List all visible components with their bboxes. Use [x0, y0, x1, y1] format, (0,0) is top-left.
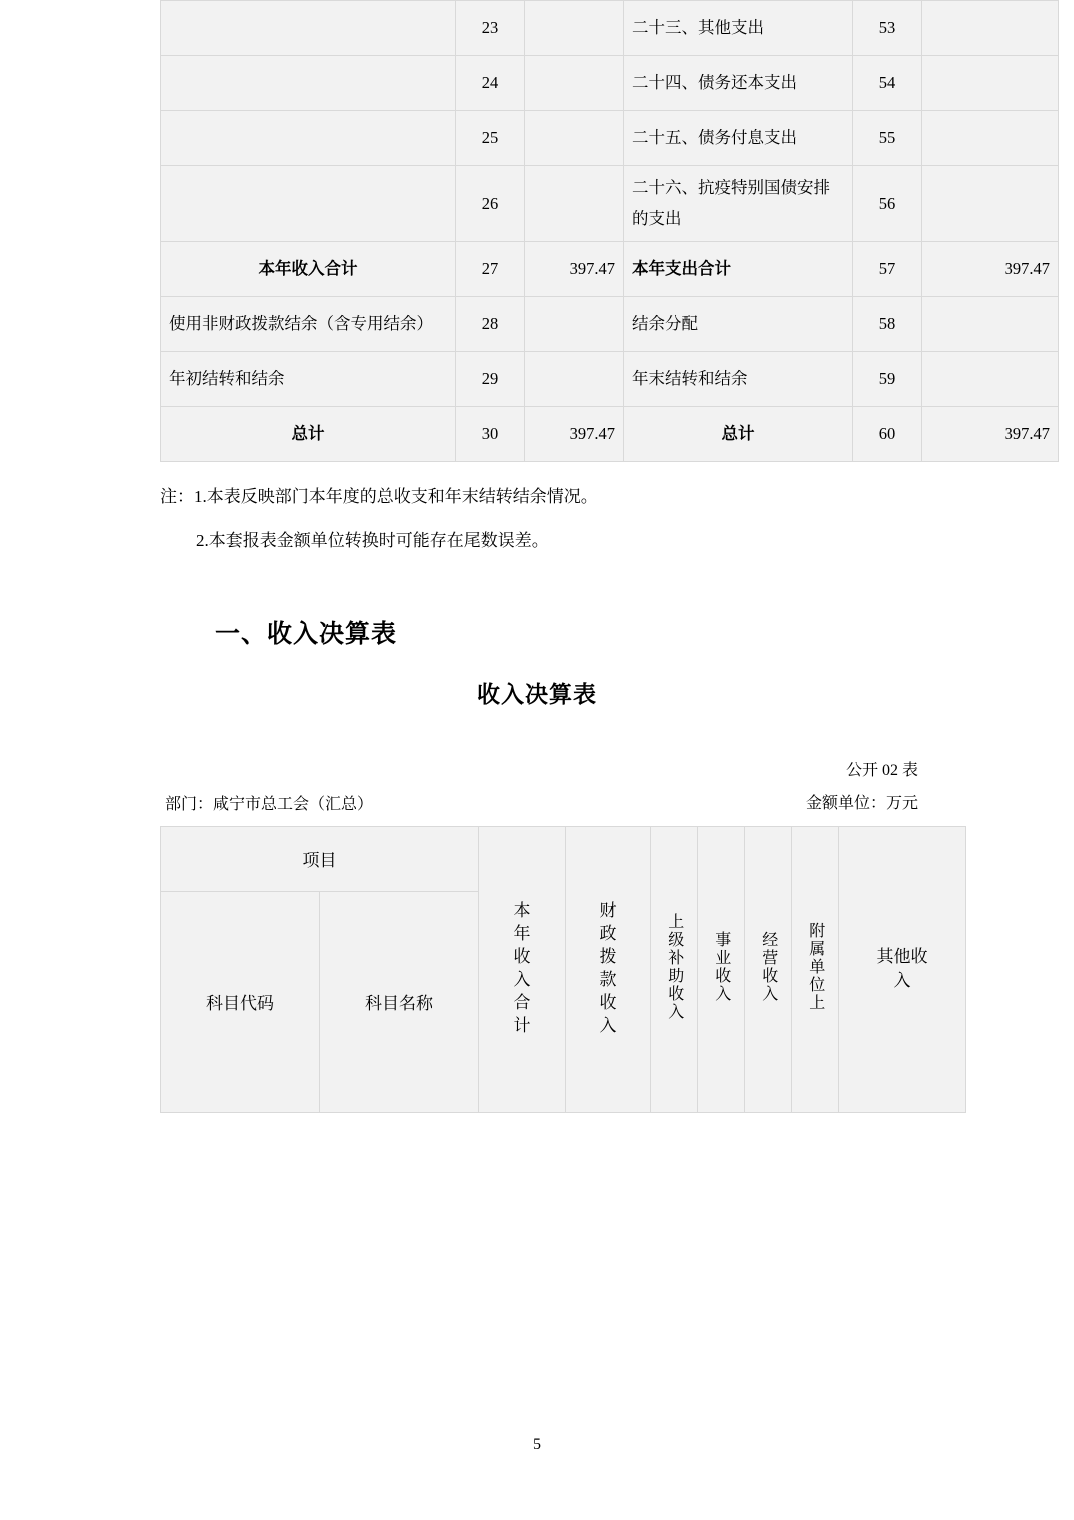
- row-number: 28: [456, 296, 525, 351]
- row-number-right: 57: [853, 241, 922, 296]
- header-subject-name: 科目名称: [320, 891, 479, 1112]
- row-number: 24: [456, 56, 525, 111]
- row-number: 30: [456, 406, 525, 461]
- row-amount-right: [922, 296, 1059, 351]
- row-label: 总计: [161, 406, 456, 461]
- row-number-right: 58: [853, 296, 922, 351]
- row-amount-right: [922, 166, 1059, 242]
- table-row: [161, 406, 1059, 461]
- row-number: 29: [456, 351, 525, 406]
- table-row: [161, 1, 1059, 56]
- row-number-right: 56: [853, 166, 922, 242]
- row-amount: 397.47: [525, 241, 624, 296]
- table-row: [161, 166, 1059, 242]
- page-title: 收入决算表: [477, 681, 597, 707]
- row-label-right: 二十五、债务付息支出: [624, 111, 853, 166]
- row-amount: [525, 1, 624, 56]
- row-label: [161, 56, 456, 111]
- table-row: [161, 296, 1059, 351]
- header-project: 项目: [161, 826, 479, 891]
- income-table-body: [161, 826, 966, 1112]
- row-amount: [525, 296, 624, 351]
- table-row: [161, 241, 1059, 296]
- row-label-right: 二十四、债务还本支出: [624, 56, 853, 111]
- row-amount-right: [922, 1, 1059, 56]
- row-label: [161, 166, 456, 242]
- row-number: 23: [456, 1, 525, 56]
- department-name: 部门：咸宁市总工会（汇总）: [165, 795, 374, 813]
- row-label: 使用非财政拨款结余（含专用结余）: [161, 296, 456, 351]
- amount-unit: 金额单位：万元: [805, 794, 918, 812]
- table-note-2: 2.本套报表金额单位转换时可能存在尾数误差。: [196, 530, 549, 550]
- table-header-row-project: [161, 826, 966, 891]
- row-amount: [525, 166, 624, 242]
- header-operating-institution-income: 事业收入: [698, 826, 745, 1112]
- row-label-right: 二十三、其他支出: [624, 1, 853, 56]
- header-fiscal-appropriation: 财政拨款收入: [566, 826, 651, 1112]
- row-label-right: 总计: [624, 406, 853, 461]
- row-number-right: 59: [853, 351, 922, 406]
- row-amount: 397.47: [525, 406, 624, 461]
- table-row: [161, 351, 1059, 406]
- header-total-income: 本年收入合计: [479, 826, 566, 1112]
- row-number-right: 54: [853, 56, 922, 111]
- row-amount-right: [922, 56, 1059, 111]
- row-label: 年初结转和结余: [161, 351, 456, 406]
- table-note-1: 注：1.本表反映部门本年度的总收支和年末结转结余情况。: [160, 486, 598, 506]
- row-label: 本年收入合计: [161, 241, 456, 296]
- budget-table-body: [161, 1, 1059, 462]
- row-label-right: 年末结转和结余: [624, 351, 853, 406]
- row-label-right: 本年支出合计: [624, 241, 853, 296]
- budget-continuation-table: [160, 0, 1059, 462]
- section-heading: 一、收入决算表: [215, 620, 398, 648]
- header-subordinate-unit-remittance: 附属单位上: [792, 826, 839, 1112]
- table-row: [161, 111, 1059, 166]
- header-other-income: 其他收入: [839, 826, 966, 1112]
- header-superior-subsidy: 上级补助收入: [651, 826, 698, 1112]
- row-amount: [525, 111, 624, 166]
- page-number: 5: [533, 1436, 541, 1453]
- row-number: 25: [456, 111, 525, 166]
- row-amount-right: 397.47: [922, 406, 1059, 461]
- row-label: [161, 111, 456, 166]
- row-number: 27: [456, 241, 525, 296]
- row-amount: [525, 56, 624, 111]
- row-number-right: 53: [853, 1, 922, 56]
- row-amount-right: [922, 351, 1059, 406]
- income-statement-table: [160, 826, 966, 1113]
- row-label-right: 二十六、抗疫特别国债安排的支出: [624, 166, 853, 242]
- row-number-right: 60: [853, 406, 922, 461]
- header-subject-code: 科目代码: [161, 891, 320, 1112]
- header-business-income: 经营收入: [745, 826, 792, 1112]
- row-amount-right: 397.47: [922, 241, 1059, 296]
- table-row: [161, 56, 1059, 111]
- row-label: [161, 1, 456, 56]
- form-code: 公开 02 表: [845, 761, 918, 779]
- row-amount: [525, 351, 624, 406]
- row-label-right: 结余分配: [624, 296, 853, 351]
- row-amount-right: [922, 111, 1059, 166]
- row-number-right: 55: [853, 111, 922, 166]
- row-number: 26: [456, 166, 525, 242]
